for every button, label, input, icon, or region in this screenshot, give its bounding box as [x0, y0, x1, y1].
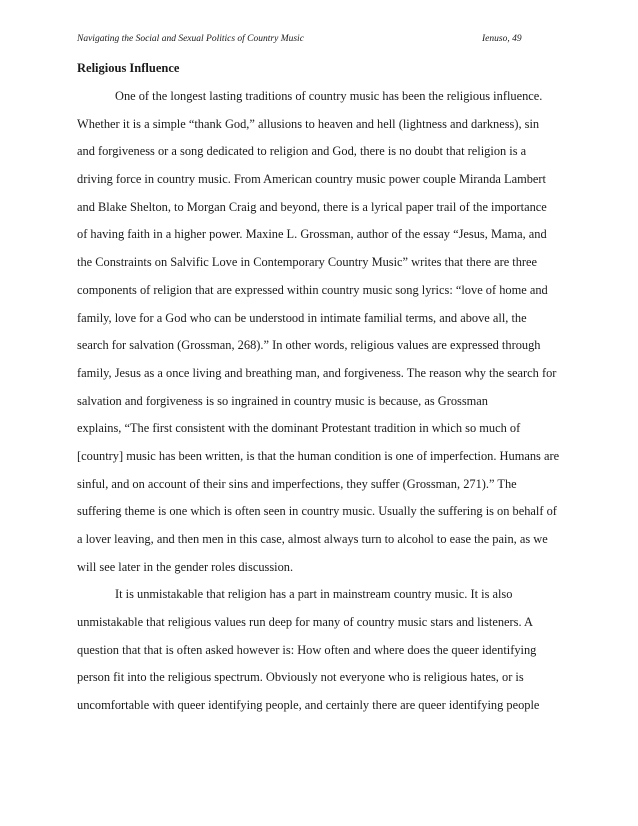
- running-header-page-number: Ienuso, 49: [482, 34, 522, 44]
- body-text: [77, 87, 567, 724]
- text-line: question that that is often asked however is: How often and where does the queer identifying: [77, 642, 537, 657]
- text-line: person fit into the religious spectrum. Obviously not everyone who is religious hates, or is: [77, 670, 524, 685]
- text-line: family, love for a God who can be understood in intimate familial terms, and above all, the: [77, 310, 527, 325]
- text-line: family, Jesus as a once living and breathing man, and forgiveness. The reason why the search for: [77, 365, 557, 380]
- text-line: [country] music has been written, is that the human condition is one of imperfection. Humans are: [77, 448, 560, 463]
- text-line: Whether it is a simple “thank God,” allusions to heaven and hell (lightness and darkness), sin: [77, 116, 540, 131]
- text-line: search for salvation (Grossman, 268).” In other words, religious values are expressed through: [77, 338, 541, 353]
- text-line: a lover leaving, and then men in this case, almost always turn to alcohol to ease the pain, as we: [77, 532, 548, 546]
- text-line: components of religion that are expressed within country music song lyrics: “love of home and: [77, 282, 548, 297]
- text-line: explains, “The first consistent with the dominant Protestant tradition in which so much of: [77, 421, 521, 436]
- text-line: and Blake Shelton, to Morgan Craig and beyond, there is a lyrical paper trail of the importance: [77, 199, 547, 214]
- text-line: It is unmistakable that religion has a part in mainstream country music. It is also: [115, 587, 513, 602]
- text-line: unmistakable that religious values run deep for many of country music stars and listeners. A: [77, 615, 533, 630]
- running-header: [77, 34, 557, 48]
- running-header-title: Navigating the Social and Sexual Politics of Country Music: [77, 34, 304, 44]
- text-line: One of the longest lasting traditions of country music has been the religious influence.: [115, 89, 543, 103]
- text-line: driving force in country music. From American country music power couple Miranda Lambert: [77, 172, 546, 187]
- text-line: uncomfortable with queer identifying people, and certainly there are queer identifying people: [77, 698, 540, 713]
- text-line: will see later in the gender roles discussion.: [77, 559, 294, 574]
- text-line: suffering theme is one which is often seen in country music. Usually the suffering is on behalf of: [77, 504, 557, 519]
- text-line: salvation and forgiveness is so ingrained in country music is because, as Grossman: [77, 393, 488, 408]
- text-line: the Constraints on Salvific Love in Contemporary Country Music” writes that there are three: [77, 255, 538, 270]
- section-heading: Religious Influence: [77, 61, 180, 75]
- text-line: and forgiveness or a song dedicated to religion and God, there is no doubt that religion is a: [77, 144, 527, 159]
- text-line: sinful, and on account of their sins and imperfections, they suffer (Grossman, 271).” The: [77, 476, 517, 491]
- text-line: of having faith in a higher power. Maxine L. Grossman, author of the essay “Jesus, Mama, and: [77, 227, 547, 242]
